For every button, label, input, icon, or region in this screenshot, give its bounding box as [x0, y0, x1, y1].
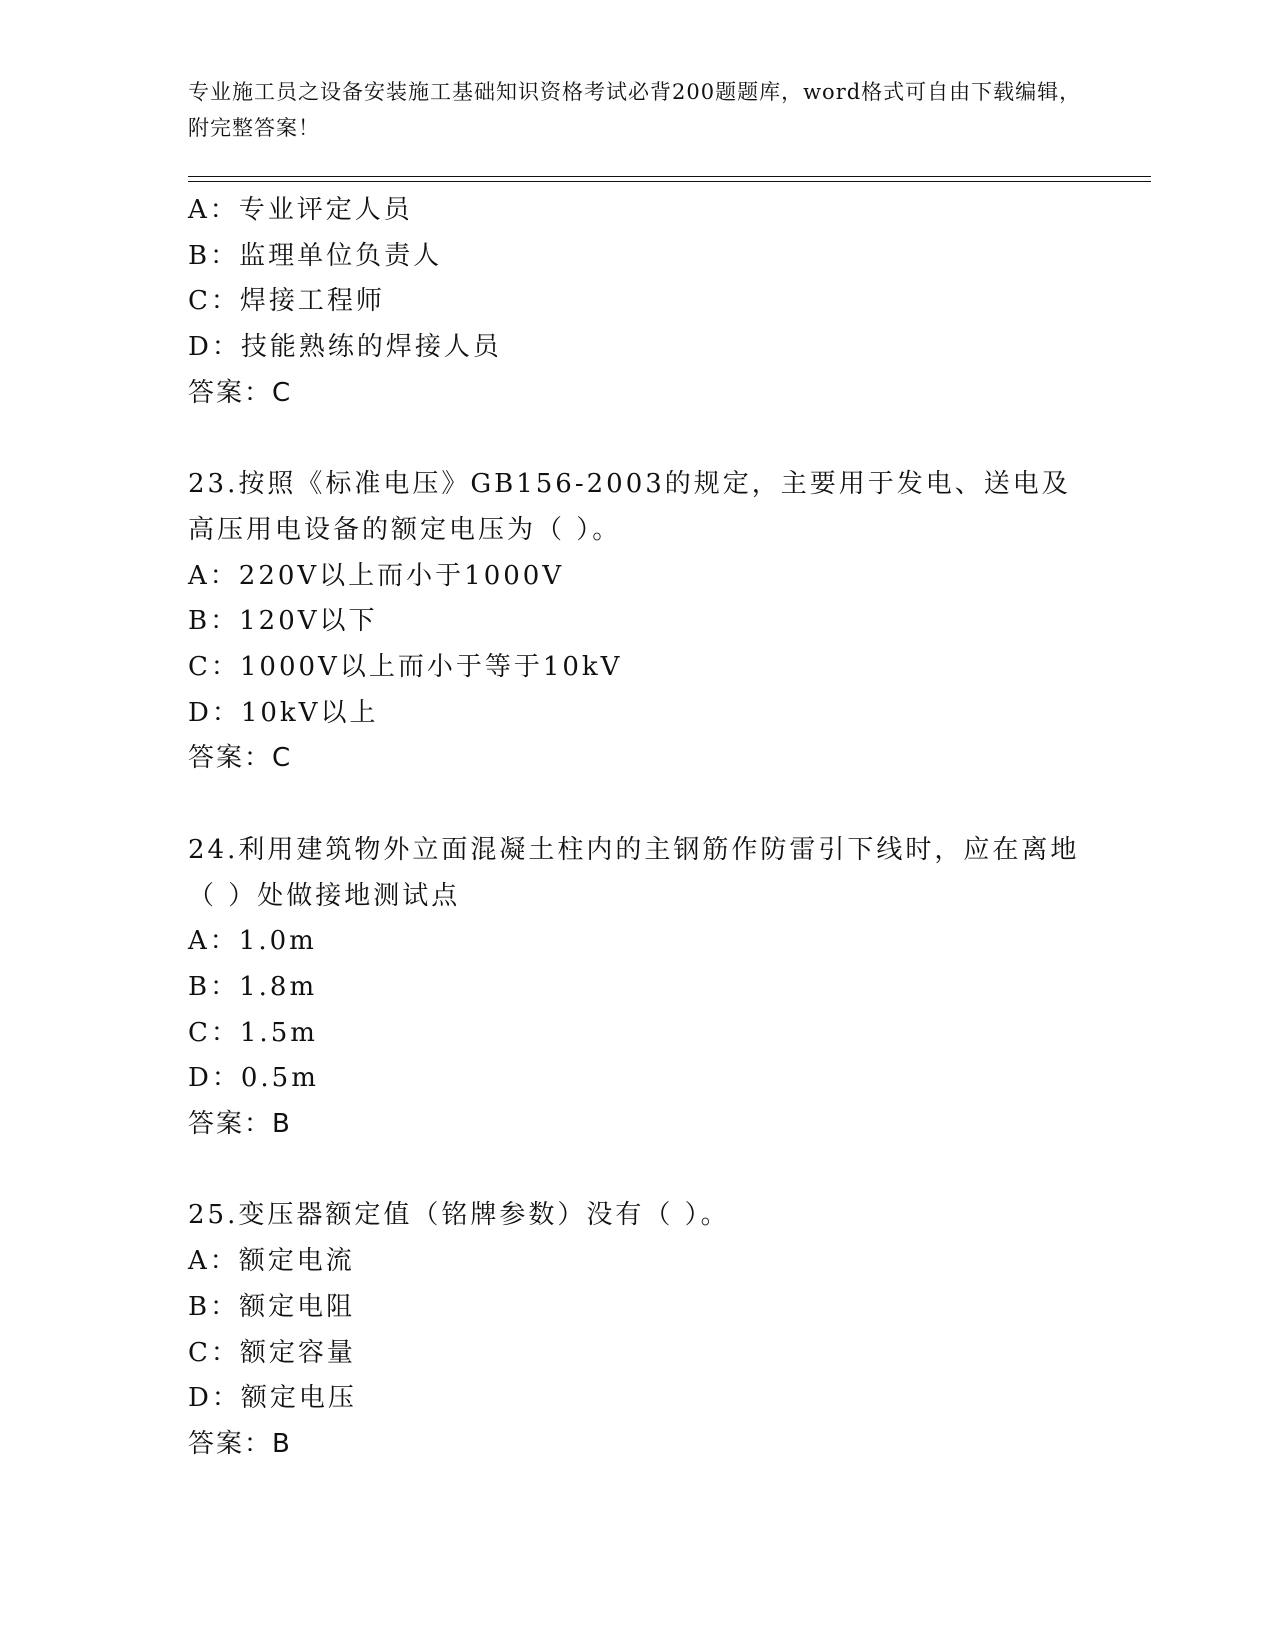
answer-line: 答案：C — [188, 377, 293, 408]
option-b: B：监理单位负责人 — [188, 240, 443, 271]
option-a: A：专业评定人员 — [188, 195, 413, 225]
answer-line: 答案：B — [188, 1109, 292, 1140]
question-block — [188, 1193, 1088, 1467]
option-a: A：额定电流 — [188, 1246, 355, 1277]
question-stem: 24.利用建筑物外立面混凝土柱内的主钢筋作防雷引下线时，应在离地（ ）处做接地测试点 — [188, 834, 1080, 911]
question-block — [188, 188, 1088, 417]
option-c: C：额定容量 — [188, 1337, 356, 1368]
option-c: C：焊接工程师 — [188, 286, 385, 317]
option-b: B：额定电阻 — [188, 1291, 356, 1322]
option-d: D：技能熟练的焊接人员 — [188, 332, 502, 363]
header-rule-bottom — [188, 181, 1151, 182]
spacer — [188, 417, 1088, 463]
spacer — [188, 1148, 1088, 1194]
answer-line: 答案：C — [188, 743, 293, 774]
option-c: C：1.5m — [188, 1017, 318, 1048]
option-b: B：1.8m — [188, 971, 318, 1002]
question-stem: 23.按照《标准电压》GB156-2003的规定，主要用于发电、送电及高压用电设备的额定电压为（ ）。 — [188, 469, 1071, 545]
header-rule-top — [188, 176, 1151, 177]
question-block — [188, 462, 1088, 782]
option-a: A：220V以上而小于1000V — [188, 560, 565, 591]
document-header: 专业施工员之设备安装施工基础知识资格考试必背200题题库，word格式可自由下载编辑，附完整答案！ — [188, 80, 1082, 140]
answer-line: 答案：B — [188, 1428, 292, 1459]
option-a: A：1.0m — [188, 926, 317, 957]
option-d: D：额定电压 — [188, 1383, 357, 1414]
question-block — [188, 828, 1088, 1148]
spacer — [188, 782, 1088, 828]
option-d: D：0.5m — [188, 1063, 319, 1094]
option-c: C：1000V以上而小于等于10kV — [188, 652, 623, 683]
question-stem: 25.变压器额定值（铭牌参数）没有（ ）。 — [188, 1200, 730, 1231]
option-b: B：120V以下 — [188, 606, 378, 637]
option-d: D：10kV以上 — [188, 697, 379, 728]
question-list — [188, 188, 1088, 1468]
